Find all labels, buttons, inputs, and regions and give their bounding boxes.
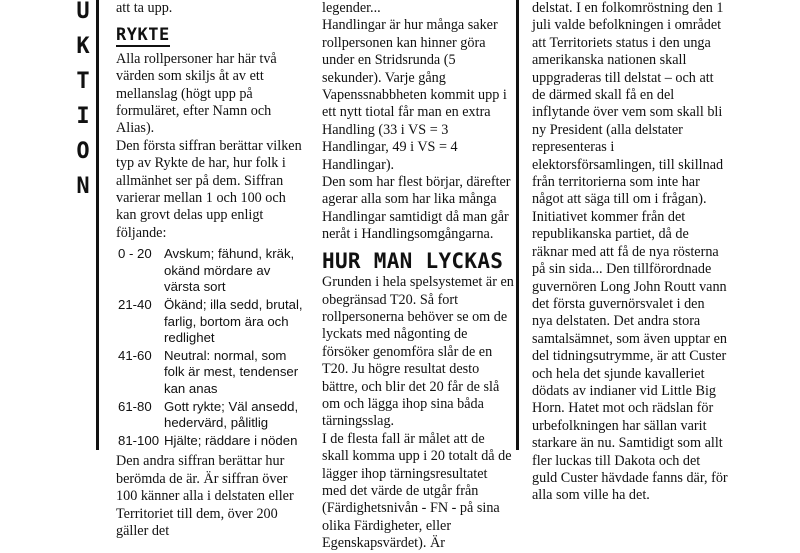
rail-letter: K bbox=[76, 34, 90, 59]
rail-letter: U bbox=[76, 0, 90, 24]
paragraph: Grunden i hela spelsystemet är en obegränsad T20. Så fort rollpersonerna behöver se om de lyckats med någonting de försöker genomföra slår de en T20. Ju högre resultat desto bättre, och blir det 20 får de slå om och lägga ihop sina båda tärningsslag. bbox=[322, 274, 514, 430]
section-rail bbox=[0, 0, 99, 450]
rail-letter: I bbox=[76, 104, 90, 129]
table-row bbox=[116, 348, 306, 399]
column-middle bbox=[322, 0, 514, 553]
rail-letter: N bbox=[76, 174, 90, 199]
paragraph: Alla rollpersoner har här två värden som skiljs åt av ett mellanslag (högt upp på formuläret, efter Namn och Alias). bbox=[116, 50, 277, 137]
table-row bbox=[116, 399, 306, 433]
desc-cell: Gott rykte; Väl ansedd, hedervärd, pålitlig bbox=[164, 398, 299, 431]
range-cell: 21-40 bbox=[118, 297, 152, 313]
desc-cell: Ökänd; illa sedd, brutal, farlig, bortom ära och redlighet bbox=[164, 297, 303, 346]
reputation-scale-table bbox=[116, 246, 306, 450]
range-cell: 0 - 20 bbox=[118, 246, 152, 262]
column-divider bbox=[516, 0, 519, 450]
column-right bbox=[532, 0, 728, 505]
paragraph: delstat. I en folkomröstning den 1 juli valde befolkningen i området att Territoriets status i den unga amerikanska nationen skall uppgraderas till delstat – och att de därmed skall få en del inflytande över vem som skall bli ny President (alla delstater representeras i elektorsförsamlingen, till skillnad från territorierna som inte har något att säga till om i frågan). Initiativet kommer från det republikanska partiet, då de räknar med att få de nya rösterna på sin sida... Den tillförordnade guvernören Long John Routt vann det första guvernörsvalet i den nya delstaten. Det andra stora samtalsämnet, som även upptar en del tidningsutrymme, är att Custer och hela det sjunde kavalleriet dödats av indianer vid Little Big Horn. Hatet mot och rädslan för urbefolkningen har sällan varit starkare än nu. Samtidigt som allt fler luckas till Dakota och det guld Custer hävdade fanns där, för alla som ville ha det. bbox=[532, 0, 728, 504]
desc-cell: Neutral: normal, som folk är mest, tendenser kan anas bbox=[164, 347, 299, 397]
table-row bbox=[116, 297, 306, 348]
desc-cell: Hjälte; räddare i nöden bbox=[164, 432, 298, 448]
desc-cell: Avskum; fähund, kräk, okänd mördare av värsta sort bbox=[164, 246, 295, 295]
section-heading-hur-man-lyckas: HUR MAN LYCKAS bbox=[322, 248, 504, 273]
section-heading-rykte: RYKTE bbox=[116, 25, 170, 46]
range-cell: 41-60 bbox=[118, 347, 152, 363]
range-cell: 61-80 bbox=[118, 398, 152, 414]
paragraph: Den som har flest börjar, därefter agerar alla som har lika många Handlingar samtidigt då man går neråt i Handlingsomgångarna. bbox=[322, 174, 511, 243]
table-row bbox=[116, 246, 306, 297]
rail-letter: O bbox=[76, 139, 90, 164]
paragraph: I de flesta fall är målet att de skall komma upp i 20 totalt då de lägger ihop tärningsresultatet med det värde de utgår från (Färdighetsnivån - FN - på sina olika Färdigheter, eller Egenskapsvärdet). Är bbox=[322, 430, 512, 552]
paragraph: Den första siffran berättar vilken typ av Rykte de har, hur folk i allmänhet ser på dem. Siffran varierar mellan 1 och 100 och kan grovt delas upp enligt följande: bbox=[116, 137, 302, 241]
column-left bbox=[116, 0, 306, 540]
rail-letter: T bbox=[76, 69, 90, 94]
top-line: att ta upp. bbox=[116, 0, 173, 16]
paragraph: Handlingar är hur många saker rollpersonen kan hinner göra under en Stridsrunda (5 sekunder). Varje gång Vapenssnabbheten kommit upp i ett nytt tiotal får man en extra Handling (33 i VS = 3 Handlingar, 49 i VS = 4 Handlingar). bbox=[322, 17, 507, 173]
rail-letters bbox=[72, 0, 94, 204]
paragraph: Den andra siffran berättar hur berömda de är. Är siffran över 100 känner alla i delstaten eller Territoriet till dem, över 200 gäller det bbox=[116, 453, 294, 540]
range-cell: 81-100 bbox=[118, 432, 160, 448]
top-line: legender... bbox=[322, 0, 381, 16]
table-row bbox=[116, 433, 306, 451]
